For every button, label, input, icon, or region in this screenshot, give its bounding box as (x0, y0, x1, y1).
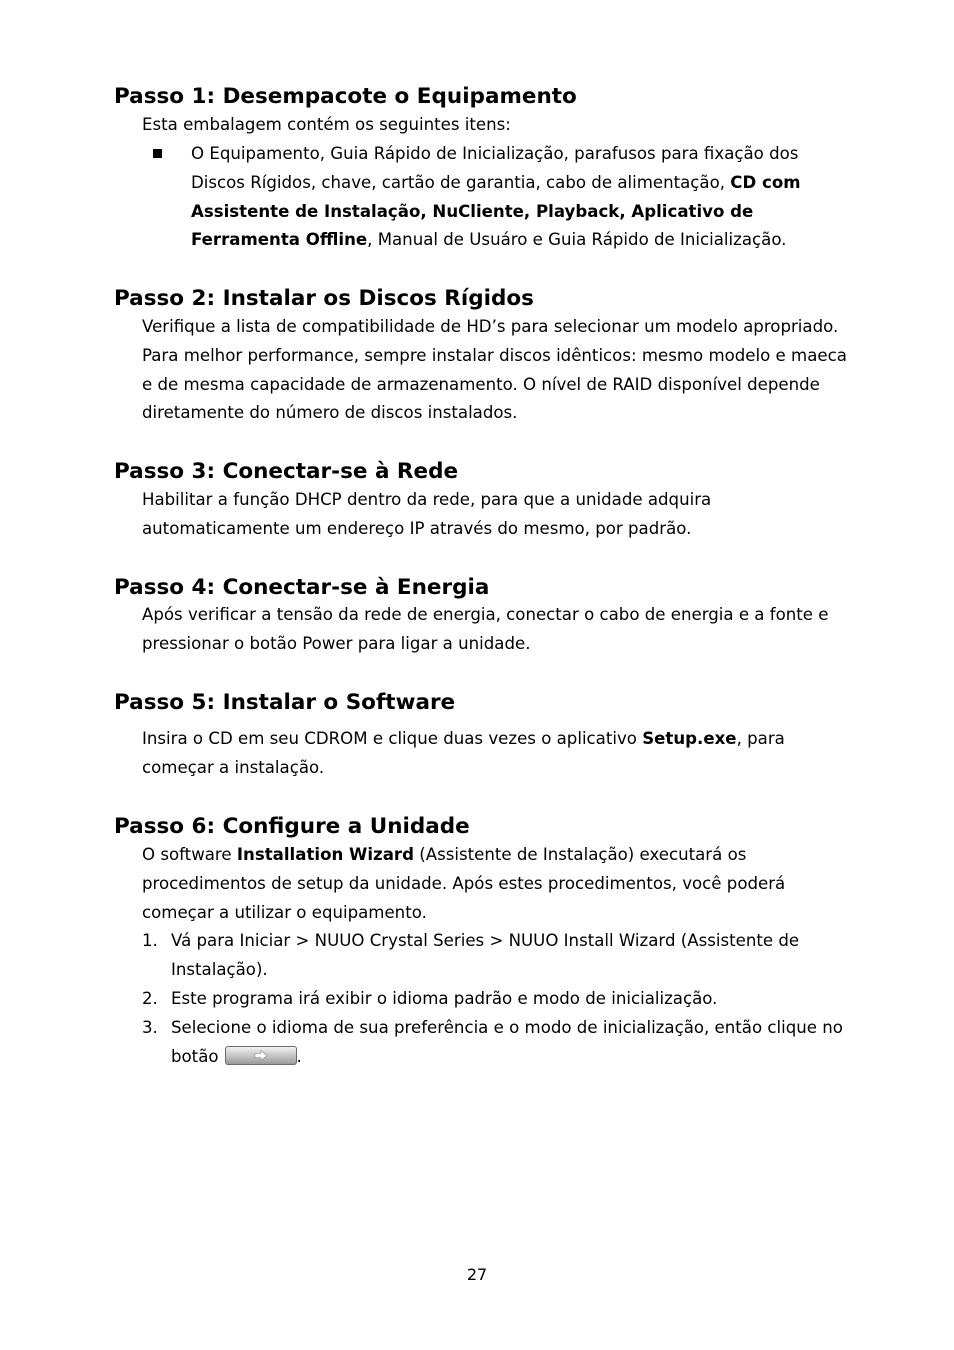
step4-text: Após verificar a tensão da rede de energia, conectar o cabo de energia e a fonte e pressionar o botão Power para ligar a unidade. (142, 605, 829, 653)
page-number: 27 (466, 1265, 488, 1284)
step6-text: O software Installation Wizard (Assistente de Instalação) executará os procedimentos de setup da unidade. Após estes procedimentos, você poderá começar a utilizar o equipamento. (142, 845, 786, 922)
list-number: 3. (142, 1018, 158, 1037)
step1-heading: Passo 1: Desempacote o Equipamento (114, 84, 577, 109)
step6-list-item-3 (142, 1014, 854, 1072)
step3-heading: Passo 3: Conectar-se à Rede (114, 459, 459, 484)
step4-heading: Passo 4: Conectar-se à Energia (114, 575, 490, 600)
list-item-text: Este programa irá exibir o idioma padrão e modo de inicialização. (171, 989, 718, 1008)
step2-text: Verifique a lista de compatibilidade de HD’s para selecionar um modelo apropriado. Para melhor performance, sempre instalar discos idênticos: mesmo modelo e maeca e de mesma capacidade de armazenamento. O nível de RAID disponível depende diretamente do número de discos instalados. (142, 317, 847, 423)
step6-list-item-1 (142, 927, 854, 985)
next-button-image (225, 1046, 297, 1065)
step2-heading: Passo 2: Instalar os Discos Rígidos (114, 286, 534, 311)
step5-text: Insira o CD em seu CDROM e clique duas vezes o aplicativo Setup.exe, para começar a instalação. (142, 729, 785, 777)
list-item-text: Vá para Iniciar > NUUO Crystal Series > NUUO Install Wizard (Assistente de Instalação). (171, 931, 800, 979)
list-number: 2. (142, 989, 158, 1008)
square-bullet-icon (153, 149, 162, 158)
step1-intro: Esta embalagem contém os seguintes itens: (142, 115, 511, 134)
step6-list-item-2 (142, 985, 854, 1014)
list-item-text: Selecione o idioma de sua preferência e o modo de inicialização, então clique no botão . (171, 1018, 843, 1066)
step3-text: Habilitar a função DHCP dentro da rede, para que a unidade adquira automaticamente um endereço IP através do mesmo, por padrão. (142, 490, 712, 538)
arrow-right-icon (254, 1050, 268, 1061)
step1-bullet-text: O Equipamento, Guia Rápido de Inicialização, parafusos para fixação dos Discos Rígidos, chave, cartão de garantia, cabo de alimentação, CD com Assistente de Instalação, NuCliente, Playback, Aplicativo de Ferramenta Offline, Manual de Usuáro e Guia Rápido de Inicialização. (191, 144, 801, 250)
list-number: 1. (142, 931, 158, 950)
step6-heading: Passo 6: Configure a Unidade (114, 814, 470, 839)
step5-heading: Passo 5: Instalar o Software (114, 690, 456, 715)
step1-bullet-item (142, 140, 854, 255)
